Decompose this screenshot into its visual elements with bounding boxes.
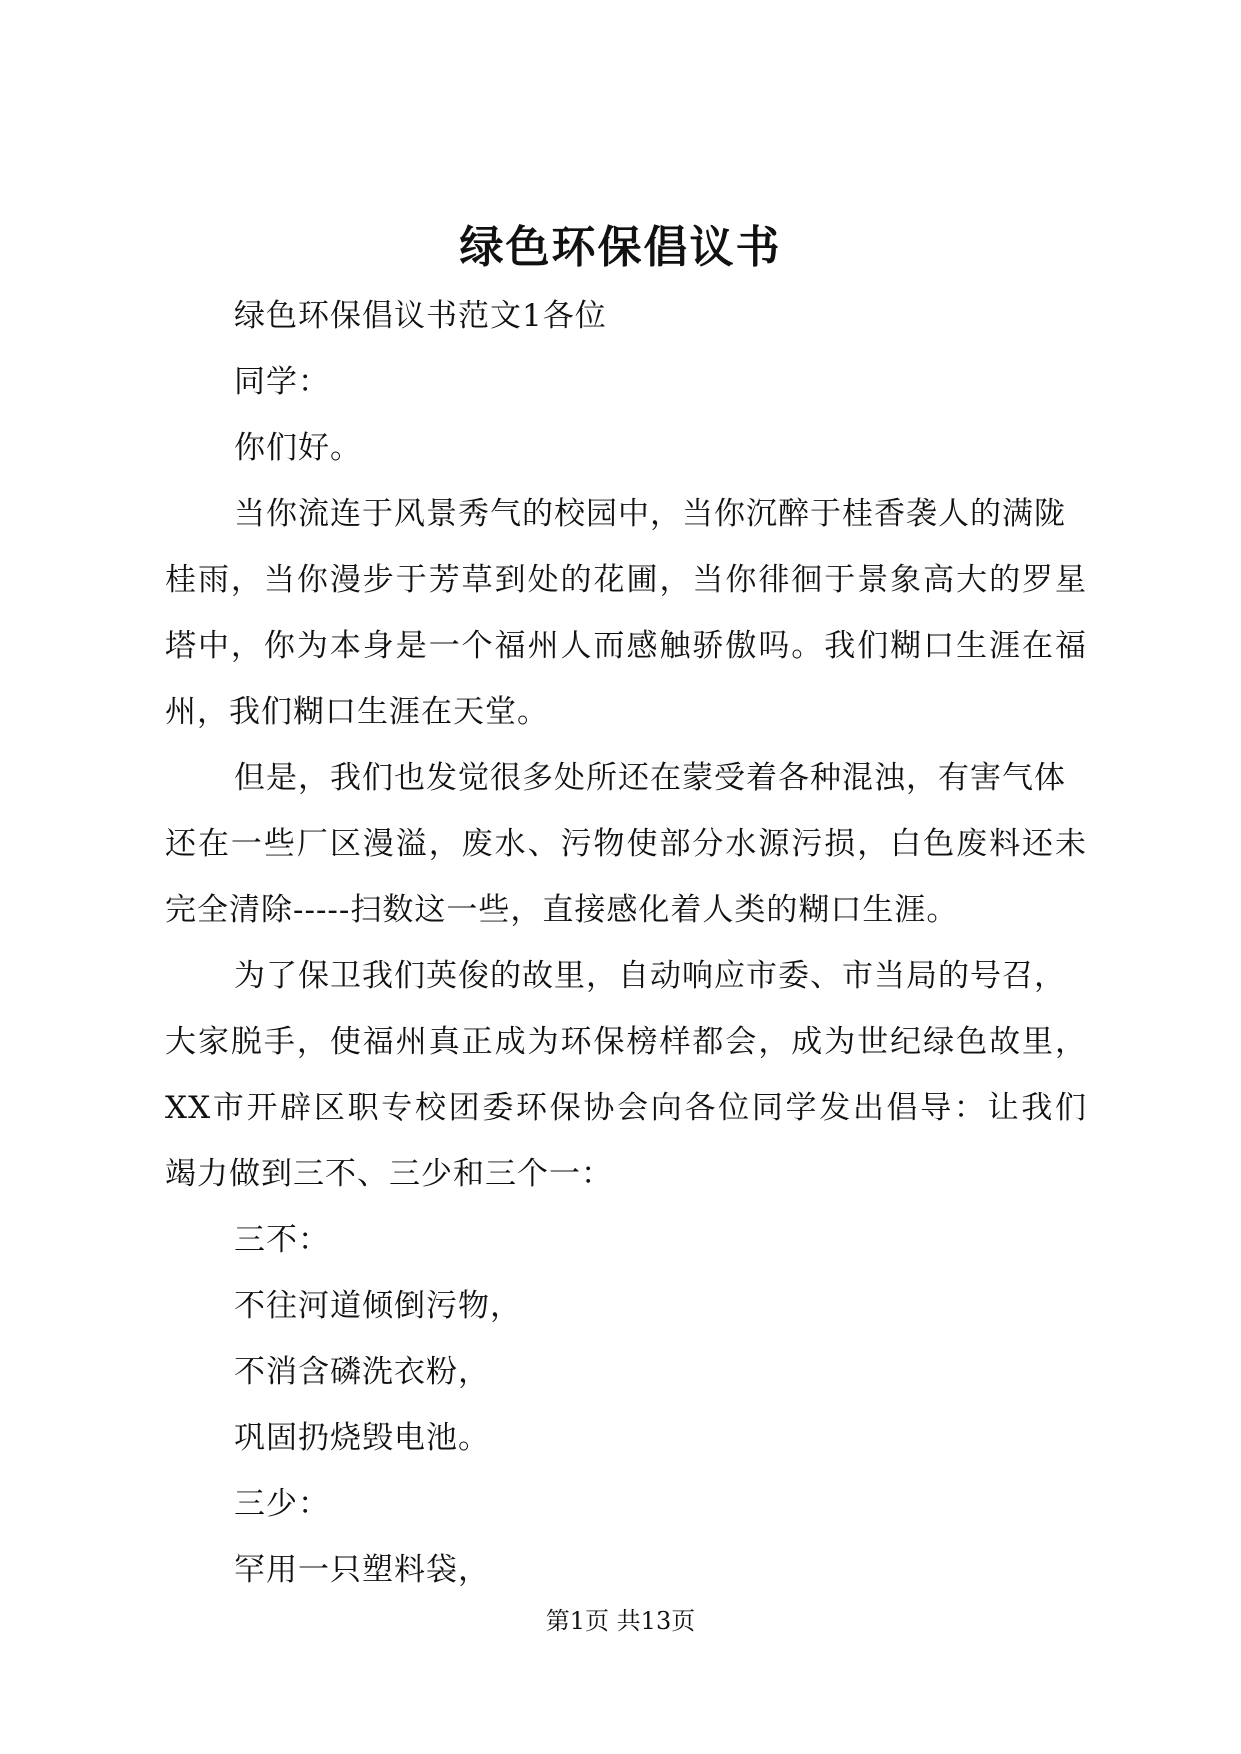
text-line: 为了保卫我们英俊的故里，自动响应市委、市当局的号召， bbox=[234, 958, 1066, 994]
text-line: 但是，我们也发觉很多处所还在蒙受着各种混浊，有害气体 bbox=[234, 760, 1066, 796]
text-line: 三不： bbox=[234, 1222, 330, 1258]
text-line: 桂雨，当你漫步于芳草到处的花圃，当你徘徊于景象高大的罗星 bbox=[165, 562, 1087, 598]
text-line: 大家脱手，使福州真正成为环保榜样都会，成为世纪绿色故里， bbox=[165, 1024, 1087, 1060]
text-line: 完全清除-----扫数这一些，直接感化着人类的糊口生涯。 bbox=[165, 892, 959, 928]
text-line: 绿色环保倡议书范文1各位 bbox=[234, 298, 607, 334]
page-number: 第1页 共13页 bbox=[545, 1607, 696, 1635]
text-line: 当你流连于风景秀气的校园中，当你沉醉于桂香袭人的满陇 bbox=[234, 496, 1066, 532]
text-line: 你们好。 bbox=[234, 430, 362, 466]
text-line: 三少： bbox=[234, 1486, 330, 1522]
text-line: 州，我们糊口生涯在天堂。 bbox=[165, 694, 549, 730]
text-line: 同学： bbox=[234, 364, 330, 400]
text-line: 不消含磷洗衣粉， bbox=[234, 1354, 490, 1390]
document-title: 绿色环保倡议书 bbox=[459, 222, 782, 273]
text-line: 不往河道倾倒污物， bbox=[234, 1288, 522, 1324]
text-line: 巩固扔烧毁电池。 bbox=[234, 1420, 490, 1456]
text-line: 罕用一只塑料袋， bbox=[234, 1552, 490, 1588]
text-line: 竭力做到三不、三少和三个一： bbox=[165, 1156, 613, 1192]
text-line: 还在一些厂区漫溢，废水、污物使部分水源污损，白色废料还未 bbox=[165, 826, 1087, 862]
text-line: XX市开辟区职专校团委环保协会向各位同学发出倡导：让我们 bbox=[165, 1090, 1087, 1126]
text-line: 塔中，你为本身是一个福州人而感触骄傲吗。我们糊口生涯在福 bbox=[165, 628, 1087, 664]
